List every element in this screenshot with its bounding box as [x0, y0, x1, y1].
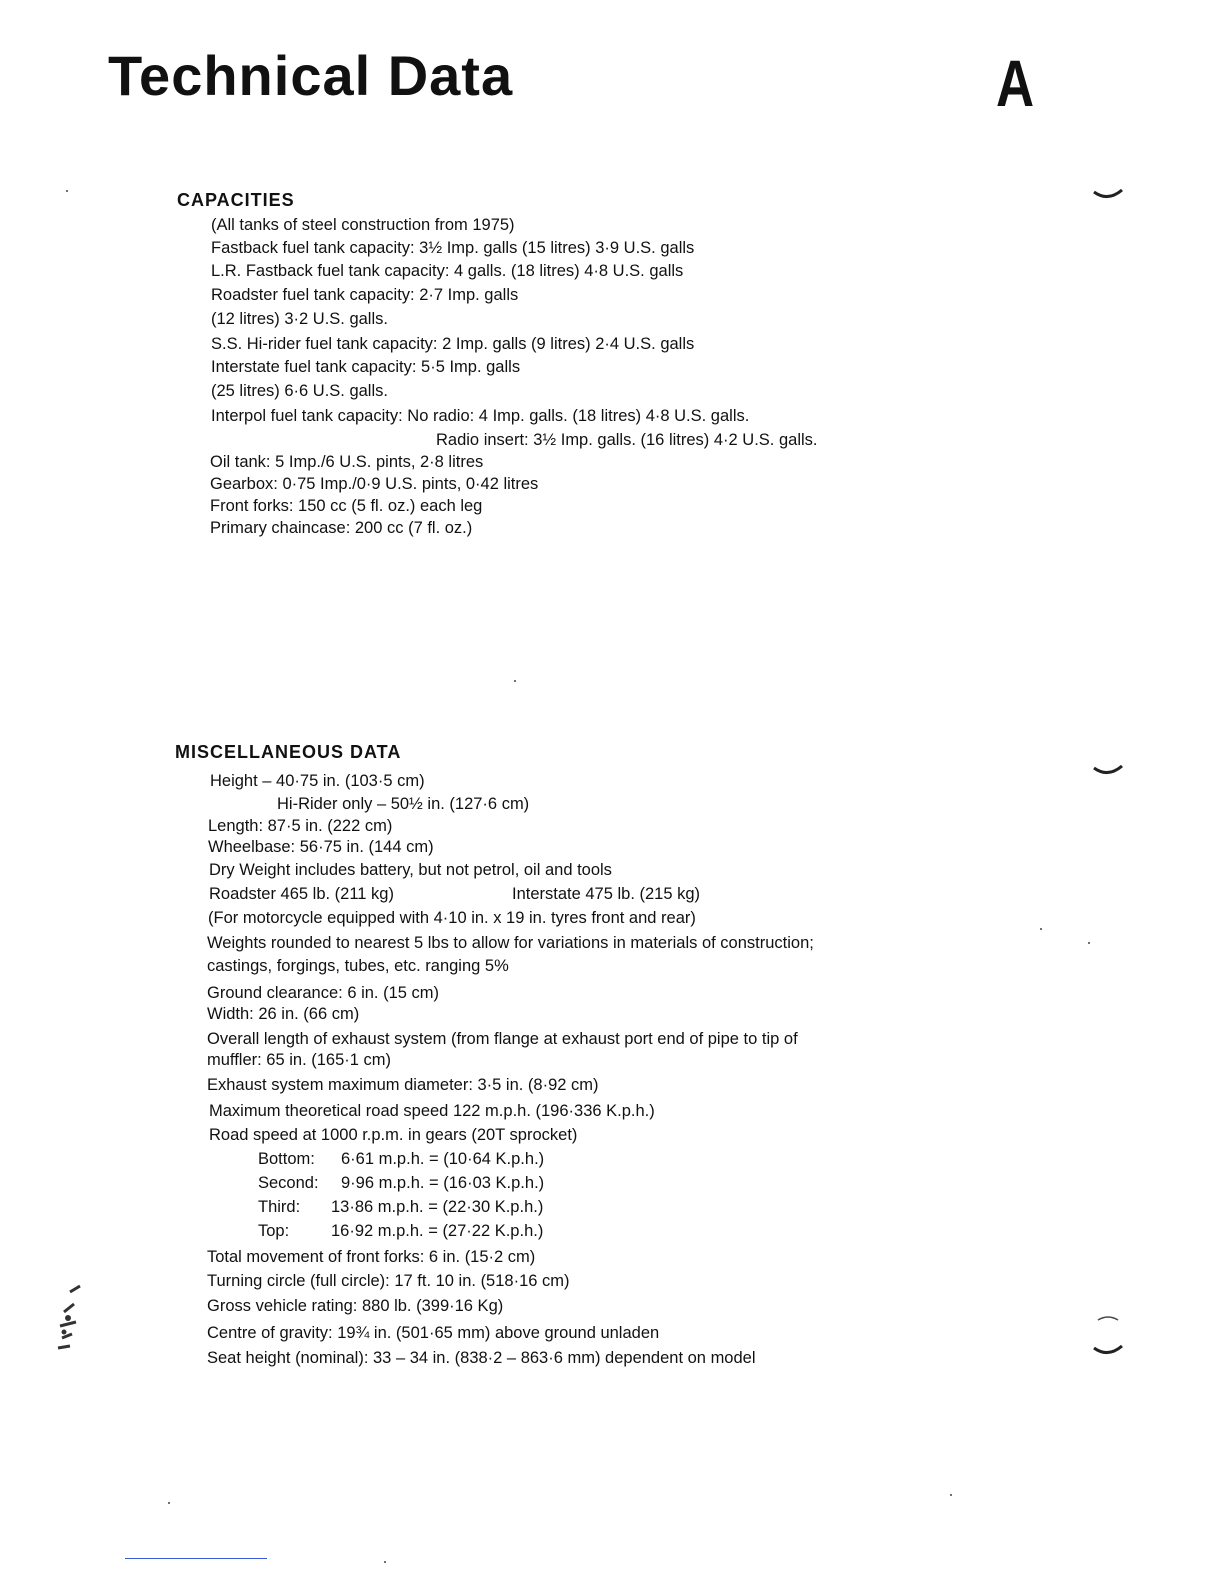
misc-road-speed-heading: Road speed at 1000 r.p.m. in gears (20T sprocket)	[209, 1126, 578, 1144]
gear-value: 6·61 m.p.h. = (10·64 K.p.h.)	[341, 1150, 545, 1168]
section-letter: A	[996, 46, 1035, 120]
misc-roadster-weight: Roadster 465 lb. (211 kg)	[209, 885, 394, 903]
gear-label: Bottom:	[258, 1150, 315, 1168]
misc-width: Width: 26 in. (66 cm)	[207, 1005, 360, 1023]
speck	[1040, 928, 1042, 930]
misc-dry-weight: Dry Weight includes battery, but not petrol, oil and tools	[209, 861, 612, 879]
speck	[950, 1494, 952, 1496]
misc-wheelbase: Wheelbase: 56·75 in. (144 cm)	[208, 838, 434, 856]
misc-gross-rating: Gross vehicle rating: 880 lb. (399·16 Kg)	[207, 1297, 504, 1315]
capacities-line: (12 litres) 3·2 U.S. galls.	[211, 310, 388, 328]
gear-label: Top:	[258, 1222, 290, 1240]
capacities-line: (All tanks of steel construction from 1975)	[211, 216, 515, 234]
misc-fork-movement: Total movement of front forks: 6 in. (15·2 cm)	[207, 1248, 536, 1266]
gear-value: 13·86 m.p.h. = (22·30 K.p.h.)	[331, 1198, 544, 1216]
capacities-line: Primary chaincase: 200 cc (7 fl. oz.)	[210, 519, 473, 537]
capacities-line: Radio insert: 3½ Imp. galls. (16 litres) 4·2 U.S. galls.	[436, 431, 818, 449]
misc-turning-circle: Turning circle (full circle): 17 ft. 10 in. (518·16 cm)	[207, 1272, 570, 1290]
capacities-line: Roadster fuel tank capacity: 2·7 Imp. galls	[211, 286, 519, 304]
misc-height: Height – 40·75 in. (103·5 cm)	[210, 772, 425, 790]
capacities-line: Interpol fuel tank capacity: No radio: 4 Imp. galls. (18 litres) 4·8 U.S. galls.	[211, 407, 750, 425]
misc-weights-note: Weights rounded to nearest 5 lbs to allow for variations in materials of construction;	[207, 934, 814, 952]
capacities-line: L.R. Fastback fuel tank capacity: 4 galls. (18 litres) 4·8 U.S. galls	[211, 262, 684, 280]
binder-mark-icon	[1092, 186, 1126, 204]
capacities-line: (25 litres) 6·6 U.S. galls.	[211, 382, 388, 400]
gear-label: Second:	[258, 1174, 319, 1192]
speck	[514, 680, 516, 682]
misc-exhaust-length: Overall length of exhaust system (from flange at exhaust port end of pipe to tip of	[207, 1030, 798, 1048]
misc-tyres-note: (For motorcycle equipped with 4·10 in. x 19 in. tyres front and rear)	[208, 909, 696, 927]
capacities-line: Oil tank: 5 Imp./6 U.S. pints, 2·8 litres	[210, 453, 484, 471]
speck	[1088, 942, 1090, 944]
capacities-line: S.S. Hi-rider fuel tank capacity: 2 Imp. galls (9 litres) 2·4 U.S. galls	[211, 335, 695, 353]
misc-max-speed: Maximum theoretical road speed 122 m.p.h. (196·336 K.p.h.)	[209, 1102, 655, 1120]
misc-seat-height: Seat height (nominal): 33 – 34 in. (838·2 – 863·6 mm) dependent on model	[207, 1349, 756, 1367]
capacities-line: Gearbox: 0·75 Imp./0·9 U.S. pints, 0·42 litres	[210, 475, 539, 493]
misc-length: Length: 87·5 in. (222 cm)	[208, 817, 393, 835]
speck	[384, 1561, 386, 1563]
misc-interstate-weight: Interstate 475 lb. (215 kg)	[512, 885, 701, 903]
smudge-icon	[50, 1282, 84, 1362]
gear-value: 9·96 m.p.h. = (16·03 K.p.h.)	[341, 1174, 545, 1192]
misc-ground-clearance: Ground clearance: 6 in. (15 cm)	[207, 984, 440, 1002]
capacities-line: Fastback fuel tank capacity: 3½ Imp. galls (15 litres) 3·9 U.S. galls	[211, 239, 695, 257]
capacities-line: Front forks: 150 cc (5 fl. oz.) each leg	[210, 497, 483, 515]
misc-centre-gravity: Centre of gravity: 19¾ in. (501·65 mm) above ground unladen	[207, 1324, 660, 1342]
misc-heading: MISCELLANEOUS DATA	[175, 742, 402, 762]
capacities-line: Interstate fuel tank capacity: 5·5 Imp. galls	[211, 358, 521, 376]
binder-mark-icon	[1092, 762, 1126, 780]
misc-hi-rider: Hi-Rider only – 50½ in. (127·6 cm)	[277, 795, 530, 813]
gear-value: 16·92 m.p.h. = (27·22 K.p.h.)	[331, 1222, 544, 1240]
capacities-heading: CAPACITIES	[177, 190, 295, 210]
page-title: Technical Data	[108, 44, 514, 107]
misc-exhaust-length: muffler: 65 in. (165·1 cm)	[207, 1051, 392, 1069]
misc-weights-note: castings, forgings, tubes, etc. ranging 5%	[207, 957, 509, 975]
binder-mark-icon	[1092, 1312, 1126, 1360]
speck	[66, 190, 68, 192]
footer-rule	[125, 1558, 267, 1559]
speck	[168, 1502, 170, 1504]
misc-exhaust-diameter: Exhaust system maximum diameter: 3·5 in. (8·92 cm)	[207, 1076, 599, 1094]
gear-label: Third:	[258, 1198, 301, 1216]
